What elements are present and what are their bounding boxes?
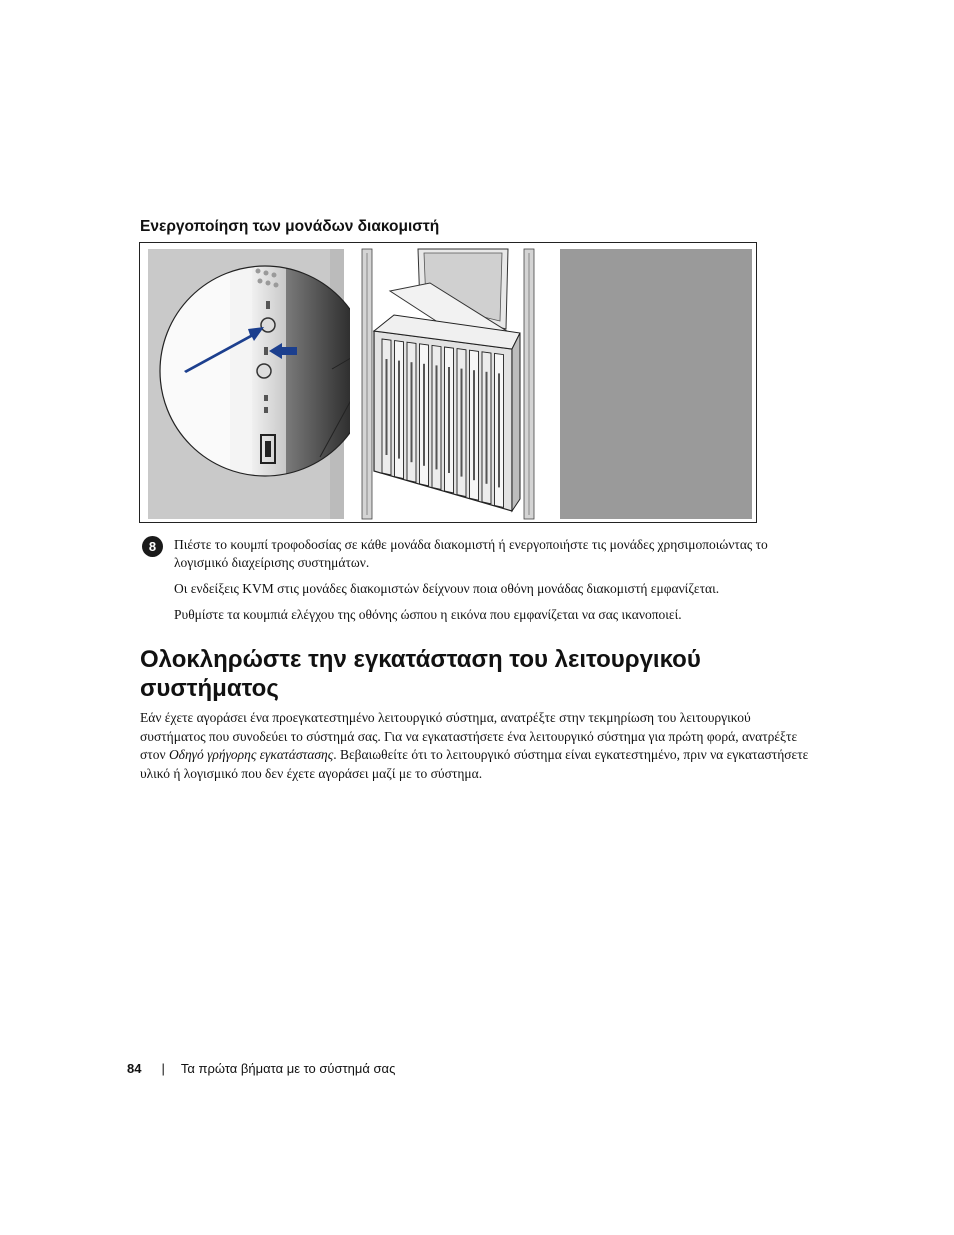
figure-server-blades [139, 242, 757, 523]
kvm-note: Οι ενδείξεις KVM στις μονάδες διακομιστών δείχνουν ποια οθόνη μονάδας διακομιστή εμφανίζεται. [174, 581, 720, 596]
figure-heading: Ενεργοποίηση των μονάδων διακομιστή [140, 218, 440, 235]
section-paragraph-part1: Εάν έχετε αγοράσει ένα προεγκατεστημένο λειτουργικό σύστημα, ανατρέξτε στην τεκμηρίωση του λειτουργικού συστήματος που συνοδεύει το σύστημά σας. Για να εγκαταστήσετε ένα λειτουργικό σύστημα για πρώτη φορά, ανατρέξτε στον [140, 710, 798, 762]
power-button[interactable] [261, 318, 275, 332]
page-number: 84 [127, 1061, 142, 1076]
section-paragraph-part2: . Βεβαιωθείτε ότι το λειτουργικό σύστημα είναι εγκατεστημένο, πριν να εγκαταστήσετε υλικό ή λογισμικό που δεν έχετε αγοράσει μαζί με το σύστημα. [140, 747, 809, 781]
step-number-badge: 8 [142, 536, 163, 557]
footer-separator: | [161, 1061, 165, 1076]
kvm-button[interactable] [257, 364, 271, 378]
section-title: Ολοκληρώστε την εγκατάσταση του λειτουργικού συστήματος [140, 646, 701, 702]
step-text: Πιέστε το κουμπί τροφοδοσίας σε κάθε μονάδα διακομιστή ή ενεργοποιήστε τις μονάδες χρησιμοποιώντας το λογισμικό διαχείρισης συστημάτων. [174, 537, 768, 570]
section-paragraph [140, 709, 812, 783]
monitor-note: Ρυθμίστε τα κουμπιά ελέγχου της οθόνης ώσπου η εικόνα που εμφανίζεται να σας ικανοποιεί. [174, 607, 682, 622]
quick-install-guide-reference: Οδηγό γρήγορης εγκατάστασης [168, 747, 334, 762]
chapter-title: Τα πρώτα βήματα με το σύστημά σας [180, 1061, 396, 1076]
page-footer [127, 1061, 395, 1076]
right-background [560, 249, 752, 519]
server-illustration [140, 243, 757, 523]
